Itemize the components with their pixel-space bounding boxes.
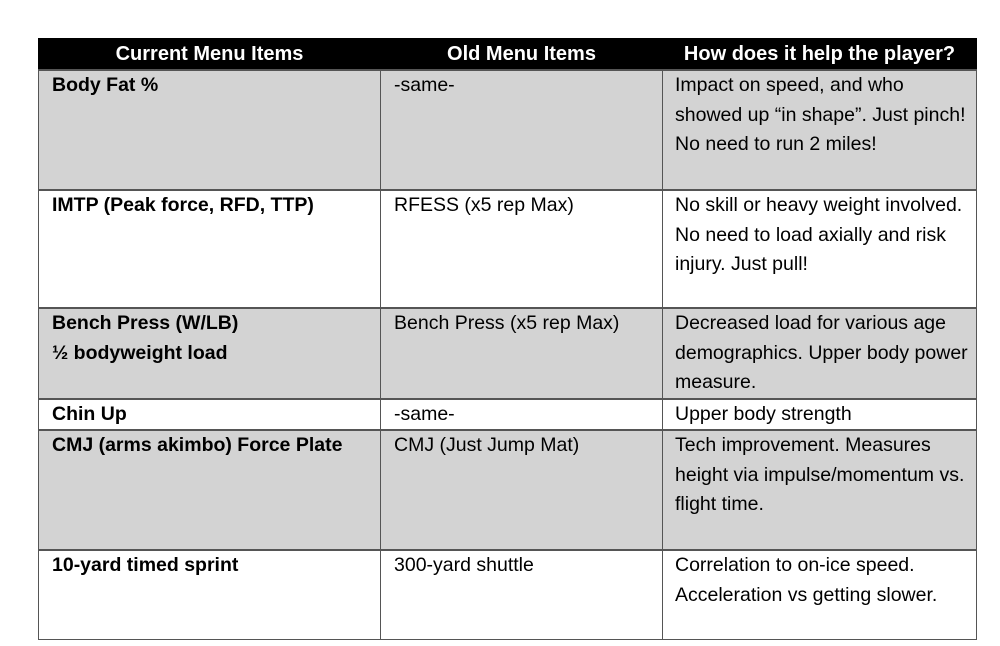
header-old-menu-items: Old Menu Items xyxy=(381,39,663,71)
current-item-text: Body Fat % xyxy=(52,74,159,96)
menu-comparison-table-container xyxy=(38,38,976,640)
current-item-text: IMTP (Peak force, RFD, TTP) xyxy=(52,194,314,216)
current-item-text: 10-yard timed sprint xyxy=(52,554,239,576)
header-row xyxy=(39,39,977,71)
current-item-cell xyxy=(39,399,381,431)
old-item-cell: RFESS (x5 rep Max) xyxy=(381,190,663,308)
old-item-cell: -same- xyxy=(381,70,663,190)
current-item-text: Bench Press (W/LB) xyxy=(52,312,239,334)
help-cell: No skill or heavy weight involved. No need to load axially and risk injury. Just pull! xyxy=(663,190,977,308)
header-current-menu-items: Current Menu Items xyxy=(39,39,381,71)
menu-comparison-table xyxy=(38,38,977,640)
table-row xyxy=(39,70,977,190)
current-item-text: Chin Up xyxy=(52,402,127,425)
old-item-cell: -same- xyxy=(381,399,663,431)
help-cell: Tech improvement. Measures height via impulse/momentum vs. flight time. xyxy=(663,430,977,550)
current-item-cell xyxy=(39,550,381,640)
current-item-subtext: ½ bodyweight load xyxy=(52,341,228,364)
help-cell: Upper body strength xyxy=(663,399,977,431)
help-cell: Impact on speed, and who showed up “in shape”. Just pinch! No need to run 2 miles! xyxy=(663,70,977,190)
table-row xyxy=(39,550,977,640)
old-item-cell: CMJ (Just Jump Mat) xyxy=(381,430,663,550)
current-item-cell xyxy=(39,430,381,550)
current-item-cell xyxy=(39,70,381,190)
table-row xyxy=(39,308,977,399)
header-how-it-helps: How does it help the player? xyxy=(663,39,977,71)
current-item-cell xyxy=(39,308,381,399)
table-row xyxy=(39,399,977,431)
old-item-cell: 300-yard shuttle xyxy=(381,550,663,640)
current-item-text: CMJ (arms akimbo) Force Plate xyxy=(52,434,343,456)
help-cell: Correlation to on-ice speed. Acceleration vs getting slower. xyxy=(663,550,977,640)
table-row xyxy=(39,190,977,308)
table-row xyxy=(39,430,977,550)
current-item-cell xyxy=(39,190,381,308)
old-item-cell: Bench Press (x5 rep Max) xyxy=(381,308,663,399)
help-cell: Decreased load for various age demographics. Upper body power measure. xyxy=(663,308,977,399)
